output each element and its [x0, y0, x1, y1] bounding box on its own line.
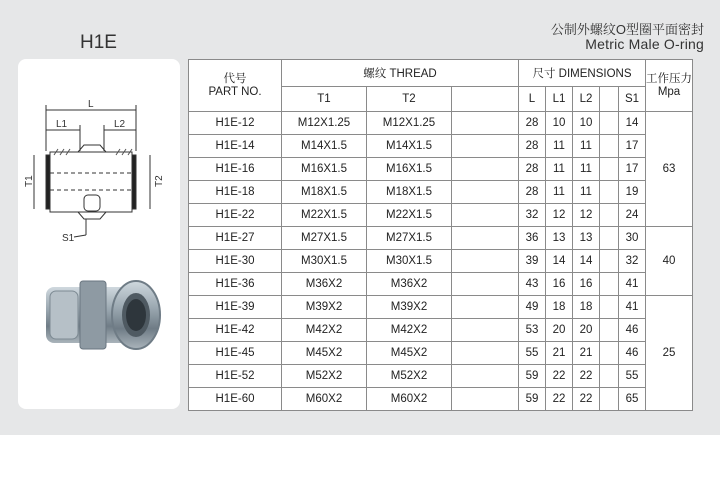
cell-blank-2 — [600, 273, 619, 296]
cell-l1: 12 — [546, 204, 573, 227]
cell-t2: M16X1.5 — [367, 158, 452, 181]
cell-l: 59 — [519, 365, 546, 388]
cell-part: H1E-16 — [189, 158, 282, 181]
table-row — [189, 112, 693, 135]
label-t2: T2 — [154, 175, 165, 187]
cell-t2: M52X2 — [367, 365, 452, 388]
cell-l2: 10 — [573, 112, 600, 135]
cell-part: H1E-42 — [189, 319, 282, 342]
cell-blank-2 — [600, 296, 619, 319]
cell-part: H1E-36 — [189, 273, 282, 296]
cell-blank — [452, 250, 519, 273]
cell-t1: M42X2 — [282, 319, 367, 342]
cell-l2: 22 — [573, 365, 600, 388]
cell-blank-2 — [600, 388, 619, 411]
cell-blank — [452, 273, 519, 296]
cell-t2: M42X2 — [367, 319, 452, 342]
cell-blank — [452, 296, 519, 319]
cell-blank — [452, 227, 519, 250]
cell-t1: M60X2 — [282, 388, 367, 411]
cell-t2: M27X1.5 — [367, 227, 452, 250]
cell-t2: M45X2 — [367, 342, 452, 365]
table-row — [189, 273, 693, 296]
table-row — [189, 135, 693, 158]
cell-blank-2 — [600, 158, 619, 181]
cell-blank — [452, 135, 519, 158]
cell-t2: M36X2 — [367, 273, 452, 296]
cell-blank — [452, 112, 519, 135]
cell-s1: 41 — [619, 273, 646, 296]
cell-blank-2 — [600, 365, 619, 388]
cell-t2: M14X1.5 — [367, 135, 452, 158]
cell-t1: M45X2 — [282, 342, 367, 365]
cell-part: H1E-22 — [189, 204, 282, 227]
cell-t1: M16X1.5 — [282, 158, 367, 181]
cell-l: 53 — [519, 319, 546, 342]
cell-l1: 16 — [546, 273, 573, 296]
cell-l1: 20 — [546, 319, 573, 342]
cell-pressure: 63 — [646, 112, 693, 227]
header-s1: S1 — [619, 87, 646, 112]
cell-part: H1E-27 — [189, 227, 282, 250]
cell-l2: 11 — [573, 181, 600, 204]
cell-l2: 22 — [573, 388, 600, 411]
product-code: H1E — [80, 32, 117, 53]
cell-t1: M12X1.25 — [282, 112, 367, 135]
cell-l1: 11 — [546, 181, 573, 204]
cell-s1: 30 — [619, 227, 646, 250]
cell-blank — [452, 319, 519, 342]
cell-l: 28 — [519, 181, 546, 204]
cell-blank-2 — [600, 342, 619, 365]
header-l1: L1 — [546, 87, 573, 112]
cell-s1: 46 — [619, 342, 646, 365]
cell-s1: 24 — [619, 204, 646, 227]
label-l: L — [88, 99, 94, 110]
cell-l2: 13 — [573, 227, 600, 250]
cell-t1: M27X1.5 — [282, 227, 367, 250]
cell-t1: M30X1.5 — [282, 250, 367, 273]
cell-blank-2 — [600, 112, 619, 135]
title-english: Metric Male O-ring — [585, 36, 704, 52]
cell-blank — [452, 158, 519, 181]
label-t1: T1 — [24, 175, 35, 187]
header-blank — [452, 87, 519, 112]
title-chinese: 公制外螺纹O型圈平面密封 — [550, 22, 704, 37]
cell-l1: 21 — [546, 342, 573, 365]
cell-blank — [452, 181, 519, 204]
cell-part: H1E-60 — [189, 388, 282, 411]
cell-s1: 32 — [619, 250, 646, 273]
cell-t1: M36X2 — [282, 273, 367, 296]
cell-l: 59 — [519, 388, 546, 411]
table-row — [189, 365, 693, 388]
cell-l: 32 — [519, 204, 546, 227]
header-l2: L2 — [573, 87, 600, 112]
header-dimensions: 尺寸 DIMENSIONS — [519, 60, 646, 87]
table-row — [189, 158, 693, 181]
cell-s1: 19 — [619, 181, 646, 204]
cell-s1: 14 — [619, 112, 646, 135]
cell-l2: 21 — [573, 342, 600, 365]
cell-l2: 18 — [573, 296, 600, 319]
table-row — [189, 227, 693, 250]
header-pressure — [646, 60, 693, 112]
cell-blank — [452, 342, 519, 365]
cell-l: 43 — [519, 273, 546, 296]
cell-l1: 14 — [546, 250, 573, 273]
cell-l2: 20 — [573, 319, 600, 342]
cell-s1: 17 — [619, 135, 646, 158]
table-row — [189, 204, 693, 227]
cell-blank-2 — [600, 204, 619, 227]
cell-l: 28 — [519, 112, 546, 135]
cell-l: 49 — [519, 296, 546, 319]
cell-part: H1E-12 — [189, 112, 282, 135]
cell-l2: 12 — [573, 204, 600, 227]
cell-part: H1E-45 — [189, 342, 282, 365]
cell-part: H1E-30 — [189, 250, 282, 273]
cell-l1: 22 — [546, 365, 573, 388]
cell-t2: M22X1.5 — [367, 204, 452, 227]
cell-l: 28 — [519, 158, 546, 181]
header-thread: 螺纹 THREAD — [282, 60, 519, 87]
cell-l2: 16 — [573, 273, 600, 296]
drawing-card — [18, 59, 180, 409]
cell-blank-2 — [600, 135, 619, 158]
cell-pressure: 40 — [646, 227, 693, 296]
cell-l: 39 — [519, 250, 546, 273]
cell-l: 36 — [519, 227, 546, 250]
cell-s1: 41 — [619, 296, 646, 319]
table-row — [189, 296, 693, 319]
table-row — [189, 181, 693, 204]
cell-blank-2 — [600, 181, 619, 204]
header-pressure-cn: 工作压力 — [646, 72, 692, 85]
header-blank-2 — [600, 87, 619, 112]
cell-l1: 22 — [546, 388, 573, 411]
cell-part: H1E-39 — [189, 296, 282, 319]
cell-part: H1E-18 — [189, 181, 282, 204]
fitting-photo — [46, 281, 160, 349]
cell-part: H1E-52 — [189, 365, 282, 388]
cell-t2: M12X1.25 — [367, 112, 452, 135]
header-pressure-unit: Mpa — [657, 85, 681, 98]
cell-t2: M18X1.5 — [367, 181, 452, 204]
table-row — [189, 388, 693, 411]
table-row — [189, 250, 693, 273]
header-part-en: PART NO. — [208, 85, 262, 98]
cell-t2: M30X1.5 — [367, 250, 452, 273]
cell-s1: 65 — [619, 388, 646, 411]
header-part-cn: 代号 — [223, 72, 247, 85]
table-row — [189, 342, 693, 365]
cell-l1: 18 — [546, 296, 573, 319]
fitting-drawing — [18, 59, 180, 409]
spec-table — [188, 59, 693, 411]
cell-l2: 11 — [573, 135, 600, 158]
cell-t2: M60X2 — [367, 388, 452, 411]
label-l2: L2 — [114, 119, 126, 130]
label-l1: L1 — [56, 119, 68, 130]
cell-l1: 10 — [546, 112, 573, 135]
cell-s1: 55 — [619, 365, 646, 388]
cell-l1: 13 — [546, 227, 573, 250]
cell-t1: M18X1.5 — [282, 181, 367, 204]
cell-blank-2 — [600, 227, 619, 250]
cell-l2: 14 — [573, 250, 600, 273]
cell-l: 28 — [519, 135, 546, 158]
cell-l1: 11 — [546, 158, 573, 181]
cell-t1: M52X2 — [282, 365, 367, 388]
cell-t1: M22X1.5 — [282, 204, 367, 227]
header-part-no — [189, 60, 282, 112]
label-s1: S1 — [62, 233, 75, 244]
header-l: L — [519, 87, 546, 112]
cell-blank — [452, 365, 519, 388]
cell-t1: M39X2 — [282, 296, 367, 319]
cell-pressure: 25 — [646, 296, 693, 411]
cell-s1: 46 — [619, 319, 646, 342]
cell-l2: 11 — [573, 158, 600, 181]
table-row — [189, 319, 693, 342]
cell-l1: 11 — [546, 135, 573, 158]
cell-blank — [452, 388, 519, 411]
cell-s1: 17 — [619, 158, 646, 181]
cell-blank — [452, 204, 519, 227]
header-t1: T1 — [282, 87, 367, 112]
header-t2: T2 — [367, 87, 452, 112]
cell-l: 55 — [519, 342, 546, 365]
cell-part: H1E-14 — [189, 135, 282, 158]
cell-t2: M39X2 — [367, 296, 452, 319]
cell-blank-2 — [600, 319, 619, 342]
cell-t1: M14X1.5 — [282, 135, 367, 158]
cell-blank-2 — [600, 250, 619, 273]
